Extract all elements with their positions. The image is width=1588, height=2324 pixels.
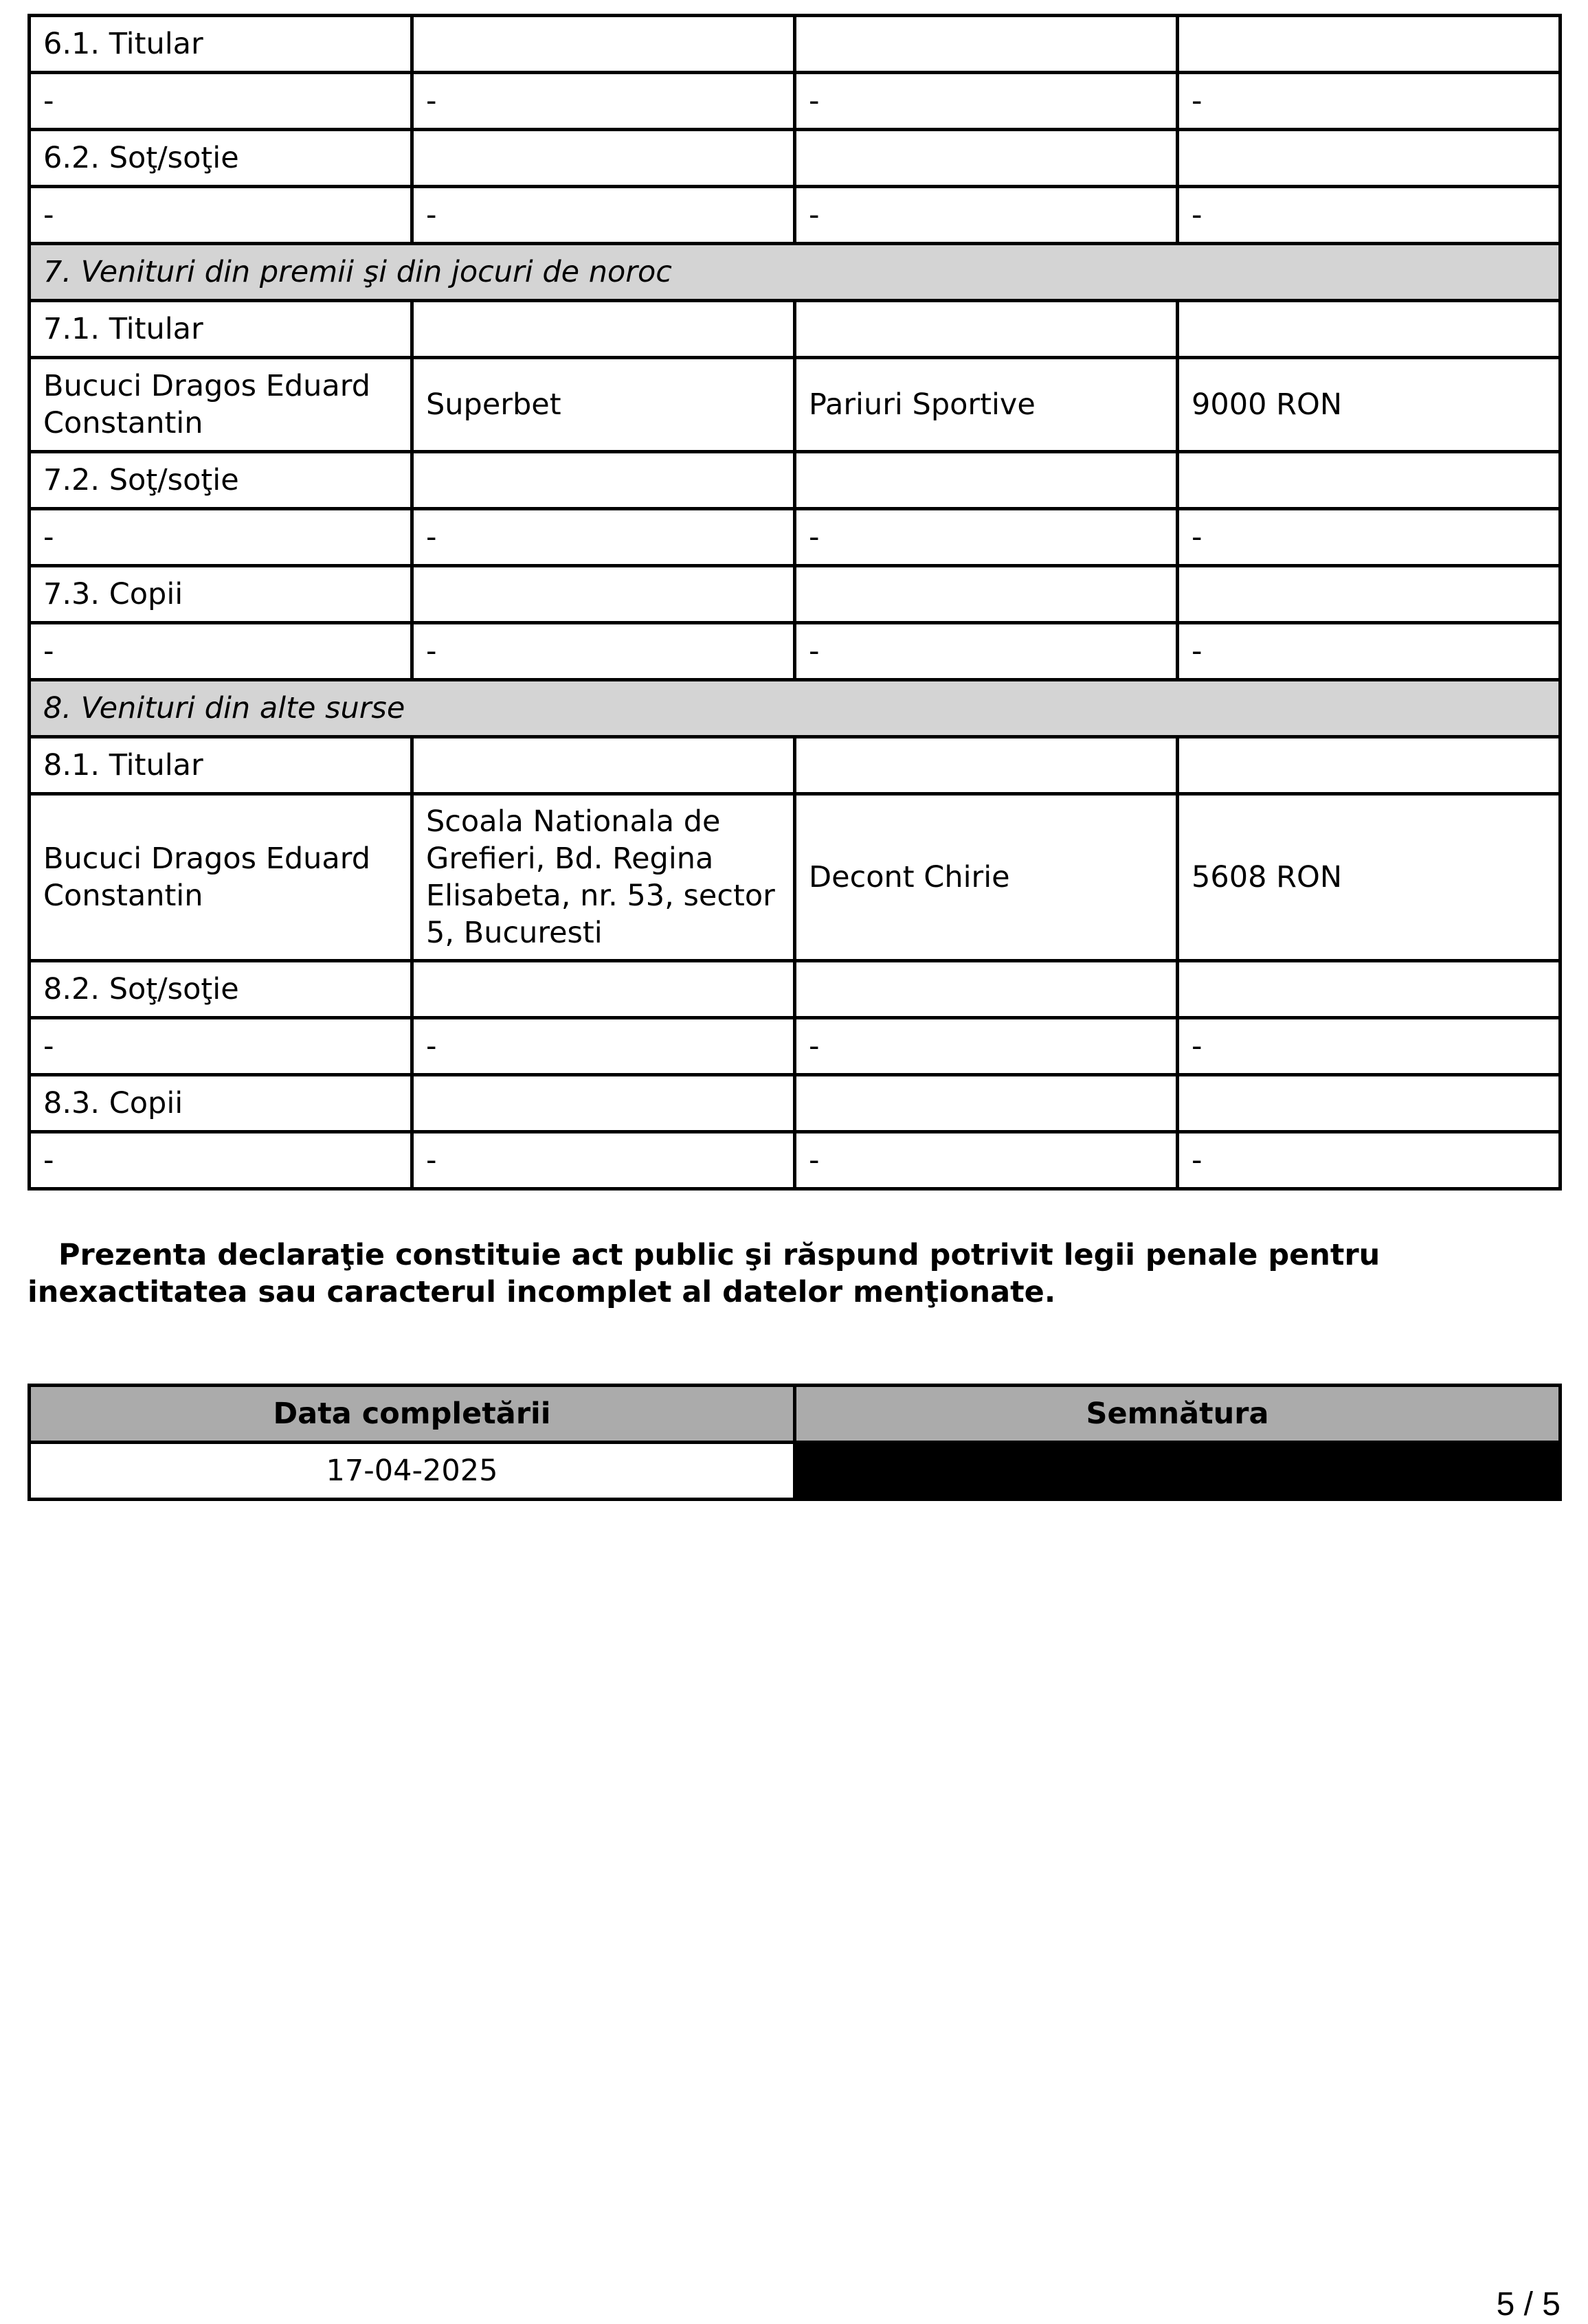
service-cell: -: [795, 509, 1178, 566]
table-row: [30, 1132, 1561, 1189]
signature-value-row: [30, 1443, 1561, 1500]
subsection-row: [30, 301, 1561, 358]
empty-cell: [1178, 301, 1561, 358]
subsection-label: 6.2. Soţ/soţie: [30, 130, 412, 187]
table-row: [30, 794, 1561, 961]
source-cell: -: [412, 509, 795, 566]
beneficiary-cell: -: [30, 187, 412, 244]
table-row: [30, 358, 1561, 452]
empty-cell: [795, 737, 1178, 794]
empty-cell: [412, 16, 795, 73]
page-number: 5 / 5: [1496, 2286, 1561, 2323]
section-header-row: [30, 244, 1561, 301]
empty-cell: [1178, 1075, 1561, 1132]
income-table: [27, 14, 1562, 1191]
subsection-label: 6.1. Titular: [30, 16, 412, 73]
income-amount-cell: 5608 RON: [1178, 794, 1561, 961]
empty-cell: [412, 961, 795, 1018]
signature-header: Semnătura: [795, 1386, 1561, 1443]
subsection-row: [30, 452, 1561, 509]
source-cell: -: [412, 1132, 795, 1189]
income-amount-cell: 9000 RON: [1178, 358, 1561, 452]
empty-cell: [795, 961, 1178, 1018]
source-cell: -: [412, 73, 795, 130]
income-amount-cell: -: [1178, 1018, 1561, 1075]
section-title: 7. Venituri din premii şi din jocuri de noroc: [30, 244, 1561, 301]
empty-cell: [1178, 16, 1561, 73]
subsection-label: 8.1. Titular: [30, 737, 412, 794]
beneficiary-cell: Bucuci Dragos Eduard Constantin: [30, 358, 412, 452]
completion-date: 17-04-2025: [30, 1443, 795, 1500]
income-amount-cell: -: [1178, 623, 1561, 680]
income-amount-cell: -: [1178, 73, 1561, 130]
beneficiary-cell: -: [30, 1132, 412, 1189]
source-cell: -: [412, 187, 795, 244]
beneficiary-cell: -: [30, 623, 412, 680]
source-cell: Scoala Nationala de Grefieri, Bd. Regina Elisabeta, nr. 53, sector 5, Bucuresti: [412, 794, 795, 961]
subsection-row: [30, 130, 1561, 187]
section-title: 8. Venituri din alte surse: [30, 680, 1561, 737]
table-row: [30, 73, 1561, 130]
empty-cell: [795, 130, 1178, 187]
subsection-row: [30, 566, 1561, 623]
empty-cell: [412, 737, 795, 794]
table-row: [30, 187, 1561, 244]
service-cell: -: [795, 1132, 1178, 1189]
beneficiary-cell: -: [30, 73, 412, 130]
source-cell: Superbet: [412, 358, 795, 452]
subsection-row: [30, 16, 1561, 73]
subsection-row: [30, 1075, 1561, 1132]
empty-cell: [795, 16, 1178, 73]
empty-cell: [412, 130, 795, 187]
subsection-label: 8.3. Copii: [30, 1075, 412, 1132]
empty-cell: [795, 566, 1178, 623]
service-cell: Pariuri Sportive: [795, 358, 1178, 452]
empty-cell: [795, 452, 1178, 509]
section-header-row: [30, 680, 1561, 737]
empty-cell: [412, 1075, 795, 1132]
service-cell: -: [795, 73, 1178, 130]
source-cell: -: [412, 1018, 795, 1075]
signature-redacted-box: [795, 1443, 1561, 1500]
empty-cell: [412, 301, 795, 358]
income-amount-cell: -: [1178, 1132, 1561, 1189]
income-table-body: [30, 16, 1561, 1189]
table-row: [30, 623, 1561, 680]
empty-cell: [1178, 737, 1561, 794]
income-amount-cell: -: [1178, 187, 1561, 244]
signature-table: [27, 1384, 1562, 1501]
empty-cell: [412, 452, 795, 509]
subsection-label: 7.3. Copii: [30, 566, 412, 623]
empty-cell: [1178, 566, 1561, 623]
empty-cell: [795, 1075, 1178, 1132]
service-cell: Decont Chirie: [795, 794, 1178, 961]
empty-cell: [1178, 452, 1561, 509]
declaration-statement: Prezenta declaraţie constituie act public şi răspund potrivit legii penale pentru inexactitatea sau caracterul incomplet al datelor menţionate.: [27, 1238, 1380, 1309]
income-amount-cell: -: [1178, 509, 1561, 566]
empty-cell: [1178, 961, 1561, 1018]
subsection-label: 8.2. Soţ/soţie: [30, 961, 412, 1018]
table-row: [30, 509, 1561, 566]
empty-cell: [795, 301, 1178, 358]
service-cell: -: [795, 1018, 1178, 1075]
subsection-row: [30, 737, 1561, 794]
subsection-label: 7.2. Soţ/soţie: [30, 452, 412, 509]
subsection-row: [30, 961, 1561, 1018]
beneficiary-cell: -: [30, 509, 412, 566]
service-cell: -: [795, 623, 1178, 680]
beneficiary-cell: Bucuci Dragos Eduard Constantin: [30, 794, 412, 961]
table-row: [30, 1018, 1561, 1075]
empty-cell: [1178, 130, 1561, 187]
date-header: Data completării: [30, 1386, 795, 1443]
empty-cell: [412, 566, 795, 623]
source-cell: -: [412, 623, 795, 680]
signature-header-row: [30, 1386, 1561, 1443]
subsection-label: 7.1. Titular: [30, 301, 412, 358]
beneficiary-cell: -: [30, 1018, 412, 1075]
service-cell: -: [795, 187, 1178, 244]
